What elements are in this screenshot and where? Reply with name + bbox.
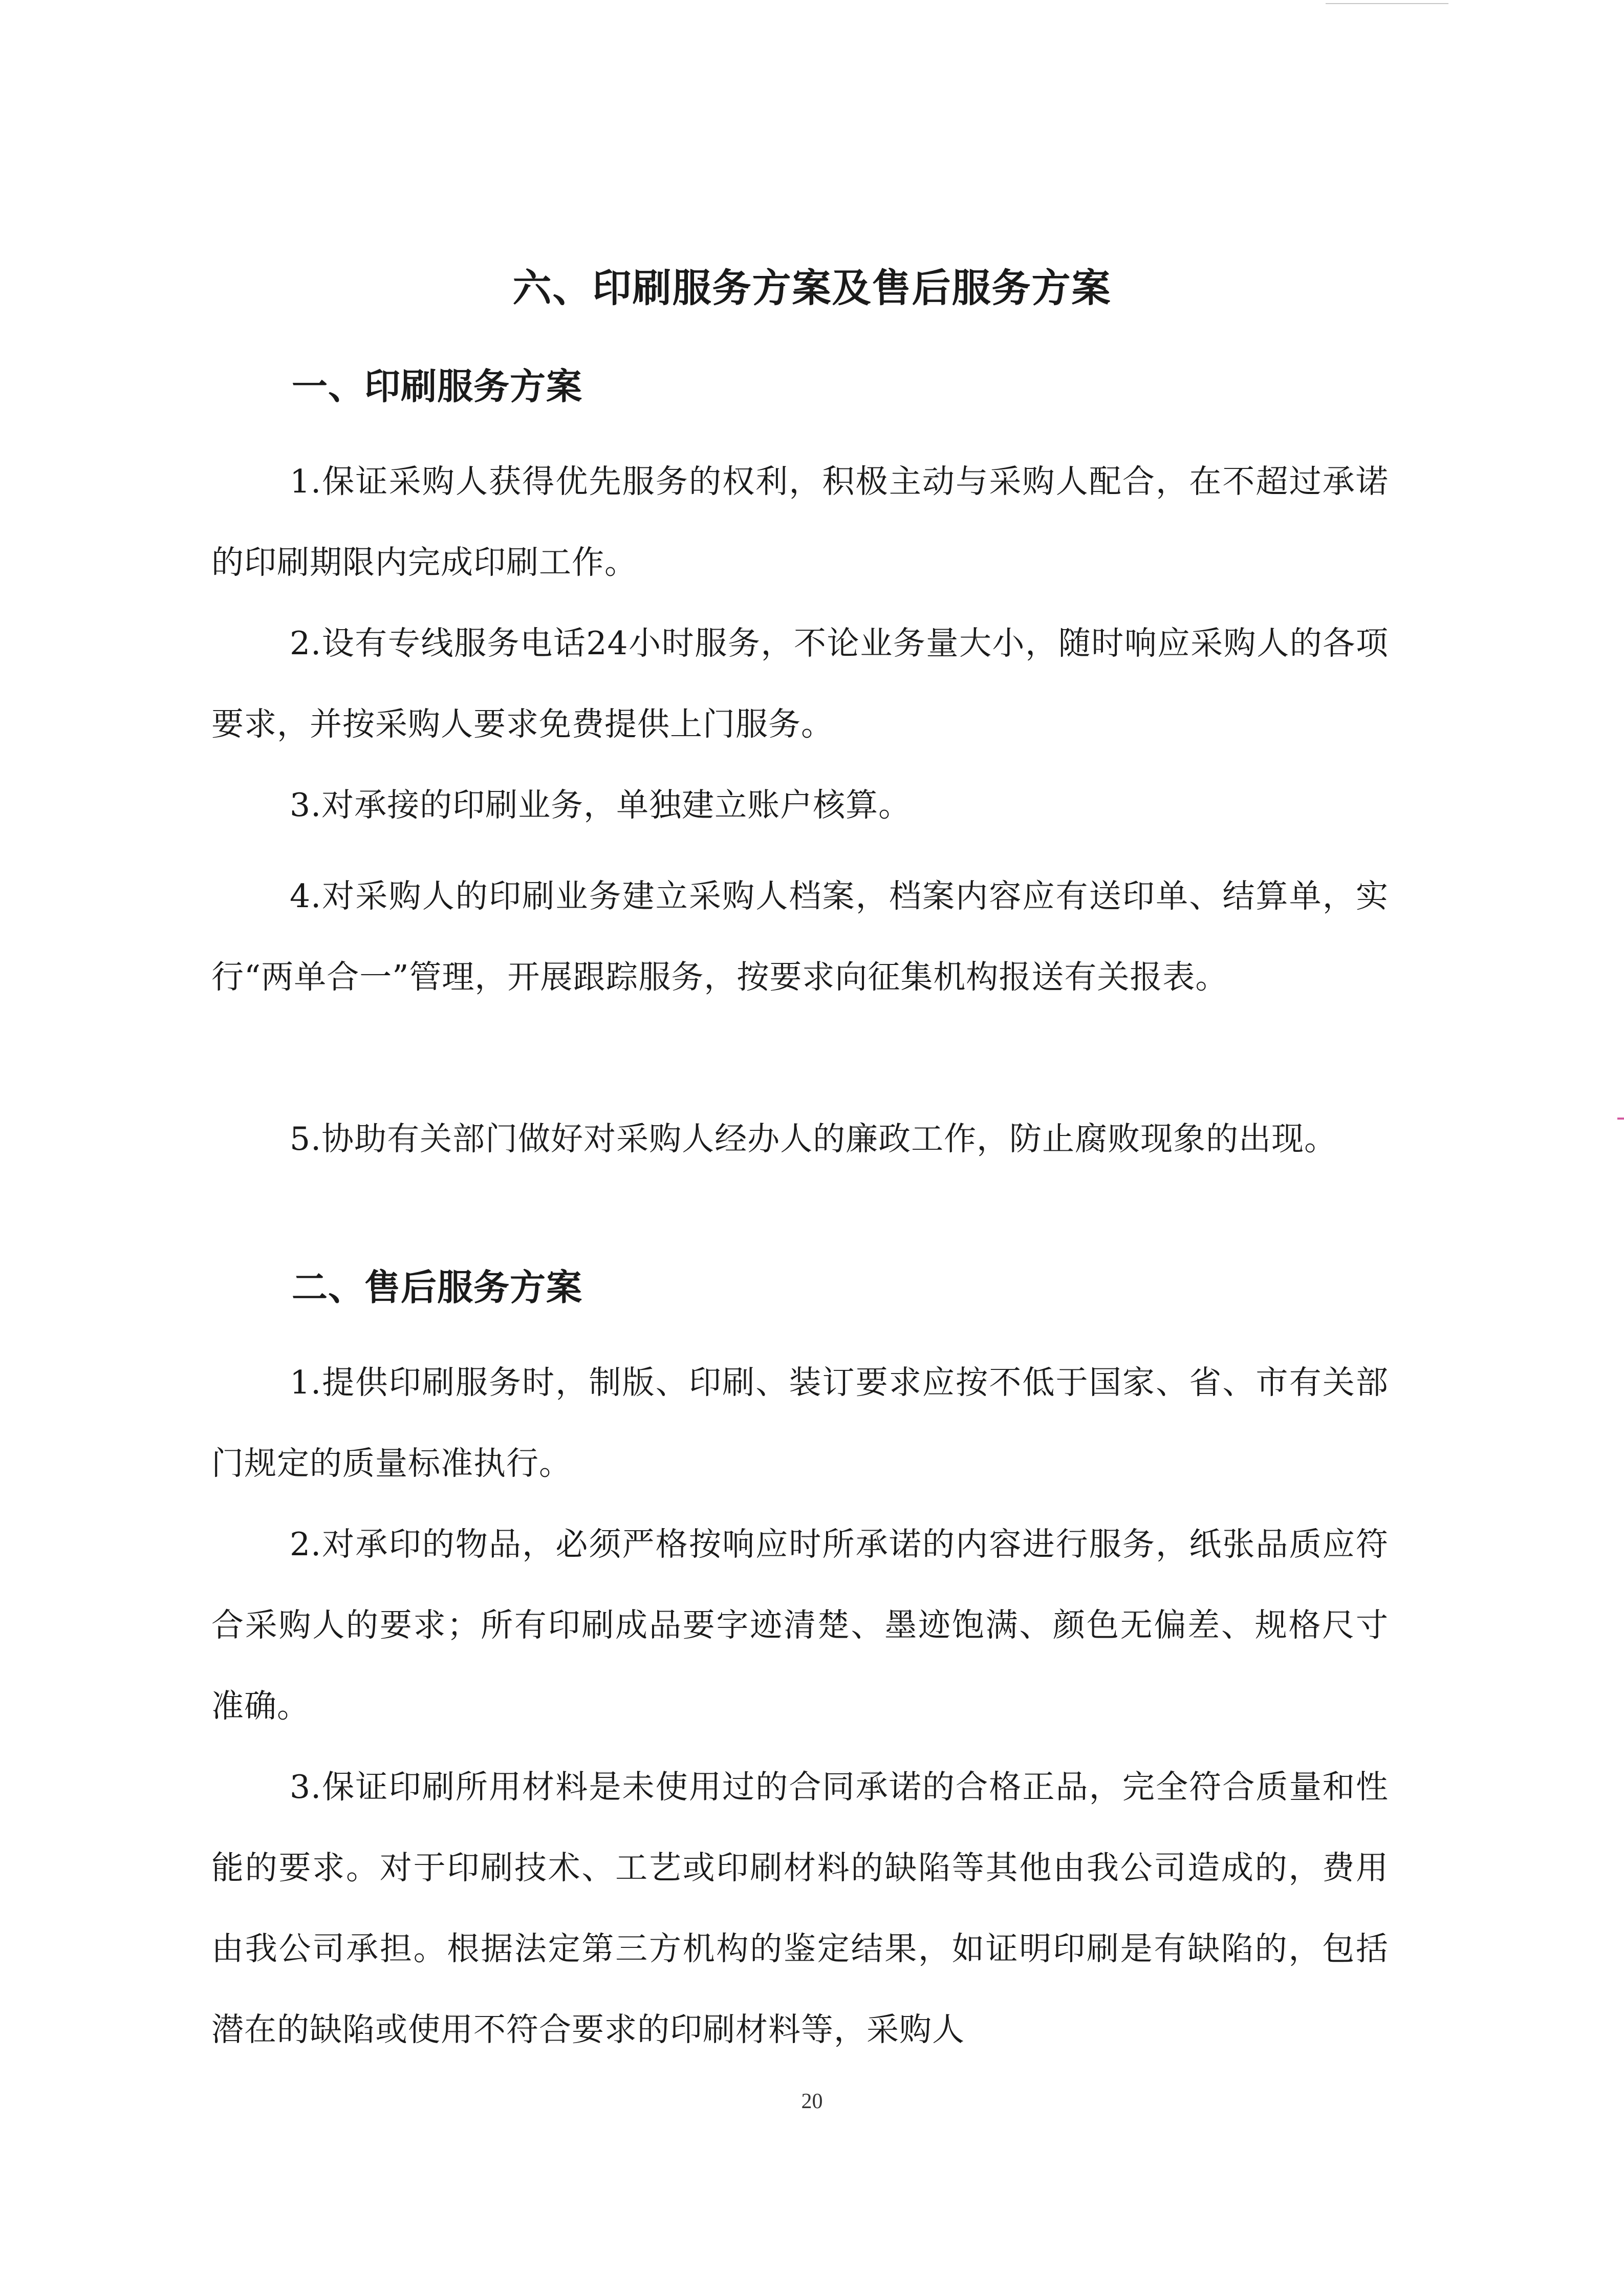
paragraph: 3.保证印刷所用材料是未使用过的合同承诺的合格正品，完全符合质量和性能的要求。对于印刷技术、工艺或印刷材料的缺陷等其他由我公司造成的，费用由我公司承担。根据法定第三方机构的鉴定结果，如证明印刷是有缺陷的，包括潜在的缺陷或使用不符合要求的印刷材料等，采购人 <box>211 1768 1389 2048</box>
paragraph: 5.协助有关部门做好对采购人经办人的廉政工作，防止腐败现象的出现。 <box>290 1120 1337 1157</box>
scan-edge-mark <box>1326 3 1448 4</box>
paragraph: 1.保证采购人获得优先服务的权利，积极主动与采购人配合，在不超过承诺的印刷期限内完成印刷工作。 <box>211 463 1389 581</box>
paragraph: 2.对承印的物品，必须严格按响应时所承诺的内容进行服务，纸张品质应符合采购人的要求；所有印刷成品要字迹清楚、墨迹饱满、颜色无偏差、规格尺寸准确。 <box>211 1526 1389 1725</box>
document-title: 六、印刷服务方案及售后服务方案 <box>512 265 1112 311</box>
page-number: 20 <box>801 2090 823 2113</box>
paragraph: 1.提供印刷服务时，制版、印刷、装订要求应按不低于国家、省、市有关部门规定的质量标准执行。 <box>211 1364 1389 1482</box>
paragraph: 2.设有专线服务电话24小时服务，不论业务量大小，随时响应采购人的各项要求，并按采购人要求免费提供上门服务。 <box>211 625 1389 743</box>
paragraph: 3.对承接的印刷业务，单独建立账户核算。 <box>290 786 912 824</box>
section-heading-printing-service: 一、印刷服务方案 <box>292 366 582 407</box>
section-heading-after-sales-service: 二、售后服务方案 <box>292 1267 582 1308</box>
scan-edge-mark <box>1617 1118 1624 1120</box>
paragraph: 4.对采购人的印刷业务建立采购人档案，档案内容应有送印单、结算单，实行“两单合一”管理，开展跟踪服务，按要求向征集机构报送有关报表。 <box>211 877 1389 996</box>
